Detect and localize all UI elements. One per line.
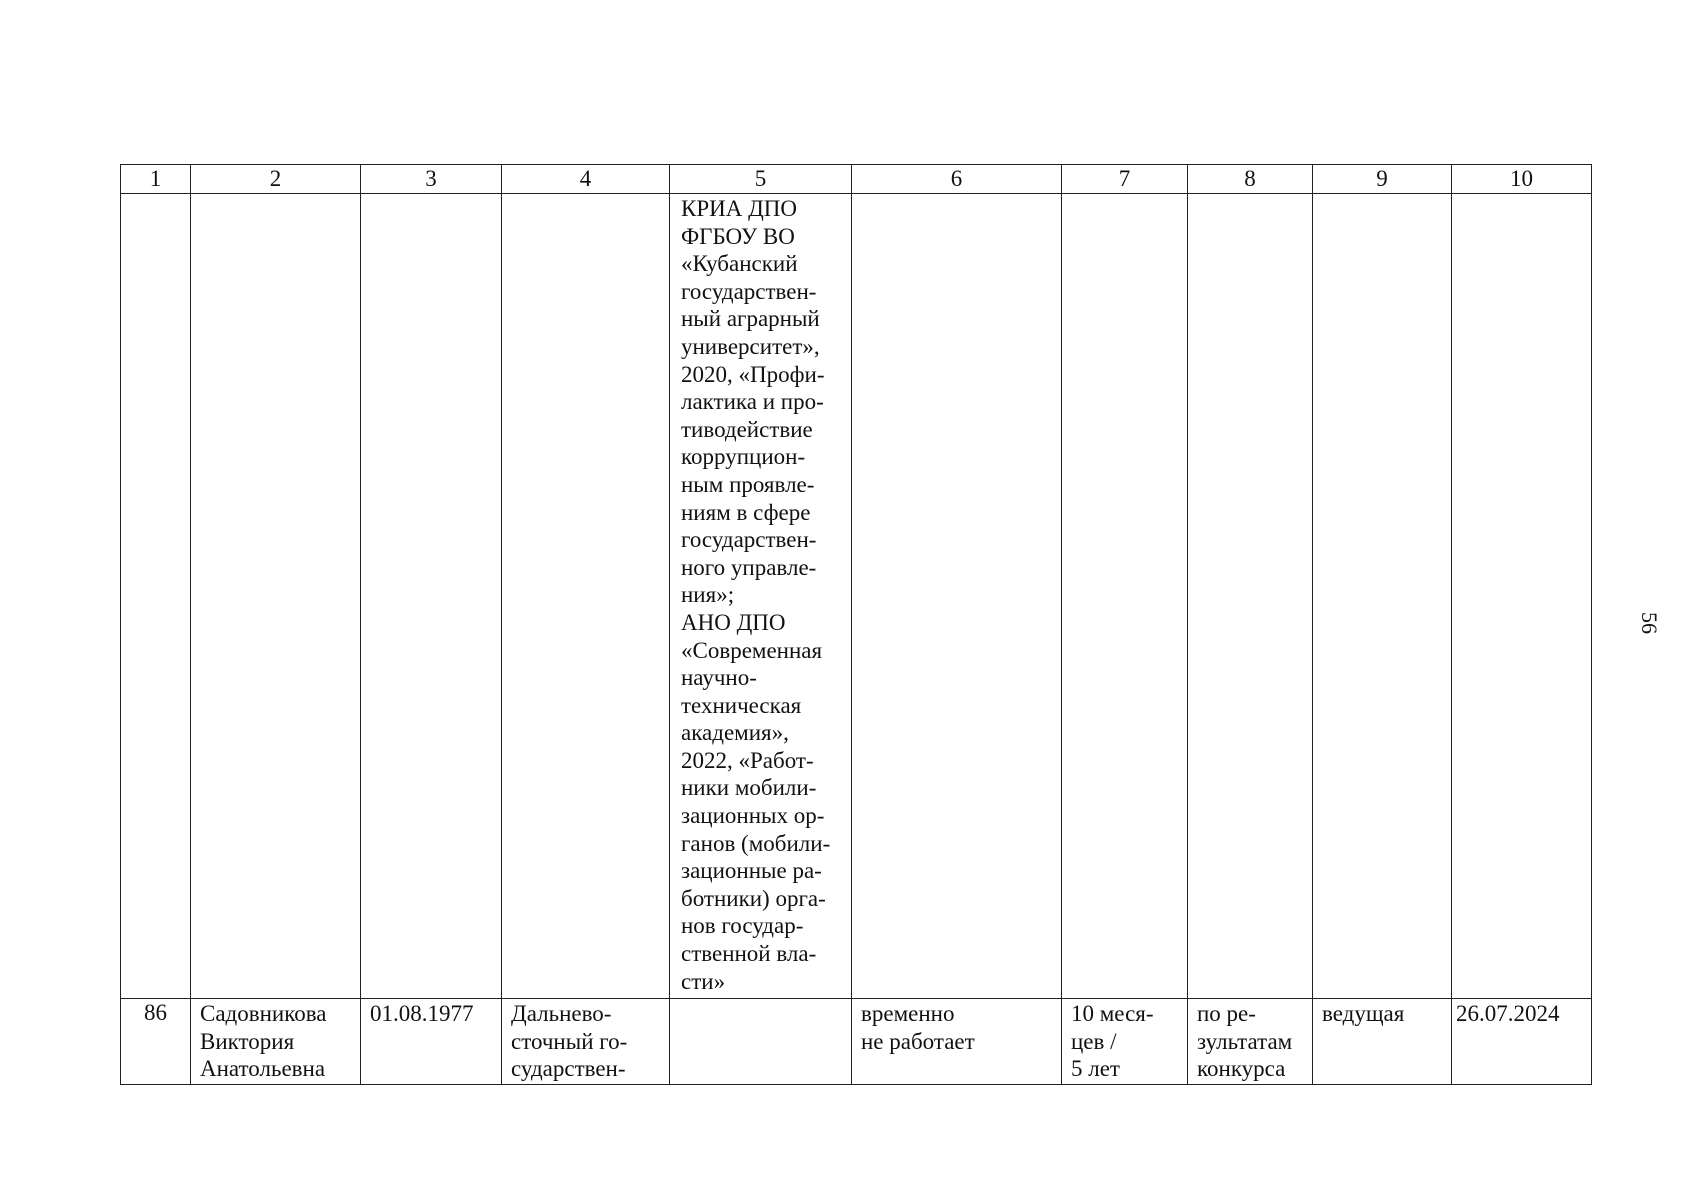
header-cell-5: 5 xyxy=(670,165,852,194)
cont-cell-8 xyxy=(1188,194,1313,999)
continuation-row xyxy=(121,194,1592,999)
entry-number: 86 xyxy=(121,999,191,1085)
header-cell-10: 10 xyxy=(1452,165,1592,194)
register-table xyxy=(120,164,1592,1085)
entry-position-group: ведущая xyxy=(1313,999,1452,1085)
entry-education: Дальнево- сточный го- сударствен- xyxy=(502,999,670,1085)
header-cell-2: 2 xyxy=(191,165,361,194)
entry-qualification xyxy=(670,999,852,1085)
header-cell-1: 1 xyxy=(121,165,191,194)
cont-cell-6 xyxy=(852,194,1062,999)
entry-basis: по ре- зультатам конкурса xyxy=(1188,999,1313,1085)
entry-inclusion-date: 26.07.2024 xyxy=(1452,999,1592,1085)
entry-full-name: Садовникова Виктория Анатольевна xyxy=(191,999,361,1085)
header-row xyxy=(121,165,1592,194)
entry-birth-date: 01.08.1977 xyxy=(361,999,502,1085)
entry-experience: 10 меся- цев / 5 лет xyxy=(1062,999,1188,1085)
page-number: 56 xyxy=(1637,612,1662,634)
cont-cell-2 xyxy=(191,194,361,999)
table-row xyxy=(121,999,1592,1085)
cont-cell-7 xyxy=(1062,194,1188,999)
header-cell-6: 6 xyxy=(852,165,1062,194)
cont-cell-5-qualification: КРИА ДПО ФГБОУ ВО «Кубанский государствен- ный аграрный университет», 2020, «Профи- лактика и про- тиводействие коррупцион- ным проявле- ниям в сфере государствен- ного управле- ния»; АНО ДПО «Современная научно- техническая академия», 2022, «Работ- ники мобили- зационных ор- ганов (мобили- зационные ра- ботники) орга- нов государ- ственной вла- сти» xyxy=(670,194,852,999)
cont-cell-4 xyxy=(502,194,670,999)
entry-current-position: временно не работает xyxy=(852,999,1062,1085)
header-cell-7: 7 xyxy=(1062,165,1188,194)
header-cell-4: 4 xyxy=(502,165,670,194)
header-cell-9: 9 xyxy=(1313,165,1452,194)
cont-cell-1 xyxy=(121,194,191,999)
header-cell-3: 3 xyxy=(361,165,502,194)
cont-cell-9 xyxy=(1313,194,1452,999)
cont-cell-10 xyxy=(1452,194,1592,999)
cont-cell-3 xyxy=(361,194,502,999)
header-cell-8: 8 xyxy=(1188,165,1313,194)
